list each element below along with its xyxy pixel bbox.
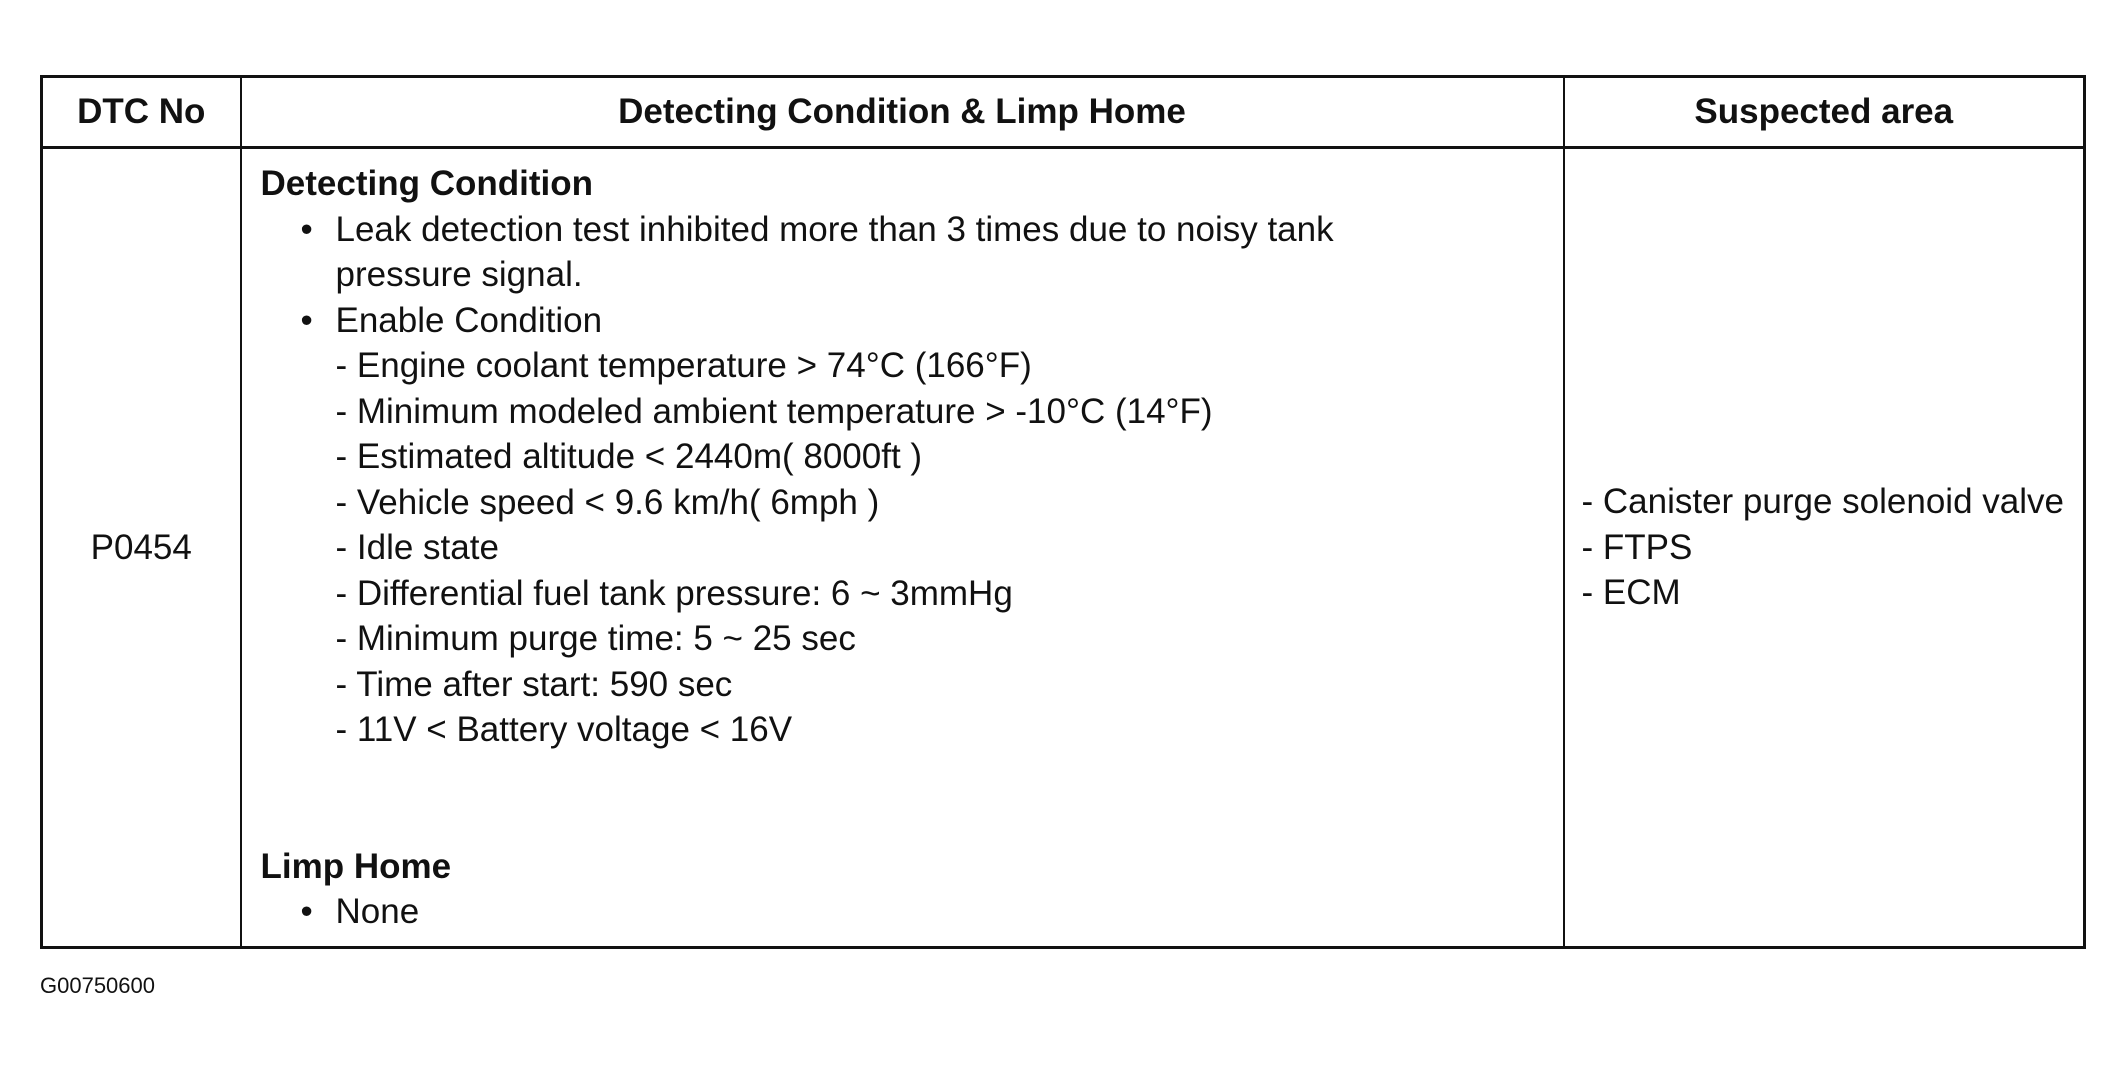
suspected-area-item: - ECM [1581, 573, 1681, 613]
header-suspected-area: Suspected area [1564, 77, 2085, 148]
limp-home-heading: Limp Home [260, 846, 452, 886]
enable-condition-item: - Minimum modeled ambient temperature > -10°C (14°F) [335, 391, 1213, 431]
enable-condition-item: - Minimum purge time: 5 ~ 25 sec [335, 619, 856, 658]
enable-condition-item: - Differential fuel tank pressure: 6 ~ 3mmHg [335, 573, 1013, 613]
bullet-text: Enable Condition [335, 300, 603, 340]
suspected-area-cell [1564, 148, 2085, 948]
header-dtc-no: DTC No [42, 77, 241, 148]
spacer [261, 753, 1563, 844]
bullet-text: None [335, 892, 420, 931]
dtc-table [40, 75, 2086, 949]
table-row [42, 148, 2085, 948]
bullet-icon: • [300, 892, 313, 931]
condition-cell [241, 148, 1564, 948]
limp-home-bullet [261, 889, 1563, 935]
enable-condition-item: - Estimated altitude < 2440m( 8000ft ) [335, 437, 923, 476]
bullet-text: Leak detection test inhibited more than 3 times due to noisy tank pressure signal. [335, 209, 1334, 294]
dtc-code: P0454 [42, 148, 241, 948]
enable-condition-item: - Idle state [335, 528, 499, 567]
suspected-area-item: - Canister purge solenoid valve [1581, 482, 2064, 522]
header-condition: Detecting Condition & Limp Home [241, 77, 1564, 148]
enable-condition-item: - Vehicle speed < 9.6 km/h( 6mph ) [335, 482, 880, 522]
suspected-area-item: - FTPS [1581, 527, 1693, 567]
enable-condition-item: - Engine coolant temperature > 74°C (166°F) [335, 346, 1032, 385]
condition-bullet [261, 207, 1563, 298]
detecting-condition-heading: Detecting Condition [260, 164, 593, 203]
figure-id: G00750600 [40, 973, 155, 998]
condition-bullet [261, 298, 1563, 344]
enable-condition-item: - 11V < Battery voltage < 16V [335, 710, 793, 749]
table-header-row [42, 77, 2085, 148]
enable-condition-item: - Time after start: 590 sec [335, 664, 733, 704]
bullet-icon: • [300, 209, 313, 249]
bullet-icon: • [300, 300, 313, 340]
